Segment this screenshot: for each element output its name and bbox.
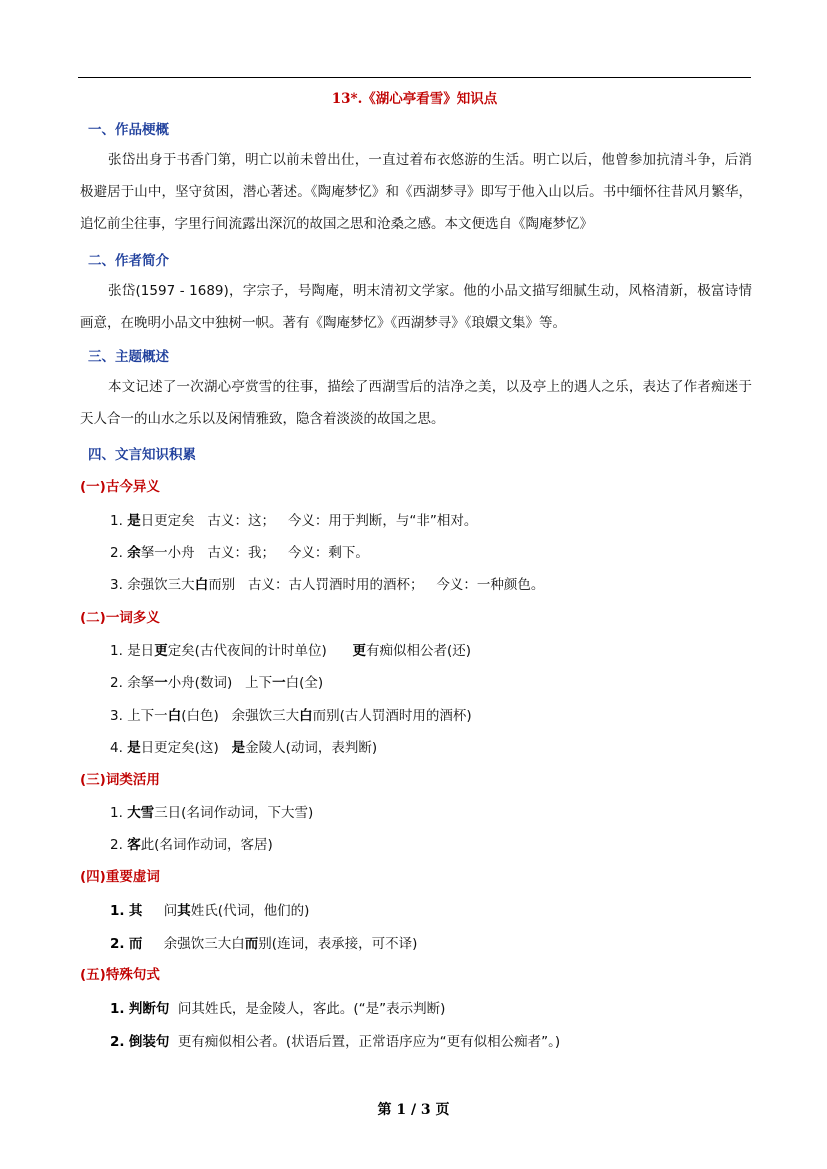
subheading-function-words: (四)重要虚词 <box>80 869 160 885</box>
list-item: 2. 余拏一小舟(数词) 上下一白(全) <box>110 675 324 691</box>
author-paragraph: 张岱(1597 - 1689)，字宗子，号陶庵，明末清初文学家。他的小品文描写细腻生动，风格清新，极富诗情画意，在晚明小品文中独树一帜。著有《陶庵梦忆》《西湖梦寻》《琅嬛文集》等。 <box>80 283 752 331</box>
subheading-word-class-shift: (三)词类活用 <box>80 772 160 788</box>
subheading-ancient-modern-meaning: (一)古今异义 <box>80 479 160 495</box>
list-item: 2. 客此(名词作动词，客居) <box>110 837 273 853</box>
list-item: 2. 倒装句 更有痴似相公者。(状语后置，正常语序应为“更有似相公痴者”。) <box>110 1034 561 1050</box>
section-heading-synopsis: 一、作品梗概 <box>88 122 169 138</box>
section-heading-author: 二、作者简介 <box>88 253 169 269</box>
section-heading-classical-knowledge: 四、文言知识积累 <box>88 447 196 463</box>
subheading-polysemy: (二)一词多义 <box>80 610 160 626</box>
list-item: 3. 余强饮三大白而别 古义：古人罚酒时用的酒杯； 今义：一种颜色。 <box>110 577 545 593</box>
list-item: 1. 其 问其姓氏(代词，他们的) <box>110 903 310 919</box>
list-item: 1. 是日更定矣 古义：这； 今义：用于判断，与“非”相对。 <box>110 513 478 529</box>
page-title: 13*.《湖心亭看雪》知识点 <box>331 91 498 107</box>
page-number: 第 1 / 3 页 <box>377 1102 450 1118</box>
synopsis-paragraph: 张岱出身于书香门第，明亡以前未曾出仕，一直过着布衣悠游的生活。明亡以后，他曾参加抗清斗争，后消极避居于山中，坚守贫困，潜心著述。《陶庵梦忆》和《西湖梦寻》即写于他入山以后。书中缅怀往昔风月繁华，追忆前尘往事，字里行间流露出深沉的故国之思和沧桑之感。本文便选自《陶庵梦忆》 <box>80 152 752 232</box>
list-item: 3. 上下一白(白色) 余强饮三大白而别(古人罚酒时用的酒杯) <box>110 708 472 724</box>
list-item: 4. 是日更定矣(这) 是金陵人(动词，表判断) <box>110 740 378 756</box>
list-item: 1. 判断句 问其姓氏，是金陵人，客此。(“是”表示判断) <box>110 1001 446 1017</box>
theme-paragraph: 本文记述了一次湖心亭赏雪的往事，描绘了西湖雪后的洁净之美，以及亭上的遇人之乐，表达了作者痴迷于天人合一的山水之乐以及闲情雅致，隐含着淡淡的故国之思。 <box>80 379 752 427</box>
section-heading-theme: 三、主题概述 <box>88 349 169 365</box>
list-item: 1. 是日更定矣(古代夜间的计时单位) 更有痴似相公者(还) <box>110 643 472 659</box>
list-item: 1. 大雪三日(名词作动词，下大雪) <box>110 805 314 821</box>
list-item: 2. 余拏一小舟 古义：我； 今义：剩下。 <box>110 545 369 561</box>
header-rule <box>78 77 751 78</box>
subheading-special-sentences: (五)特殊句式 <box>80 967 160 983</box>
list-item: 2. 而 余强饮三大白而别(连词，表承接，可不译) <box>110 936 418 952</box>
